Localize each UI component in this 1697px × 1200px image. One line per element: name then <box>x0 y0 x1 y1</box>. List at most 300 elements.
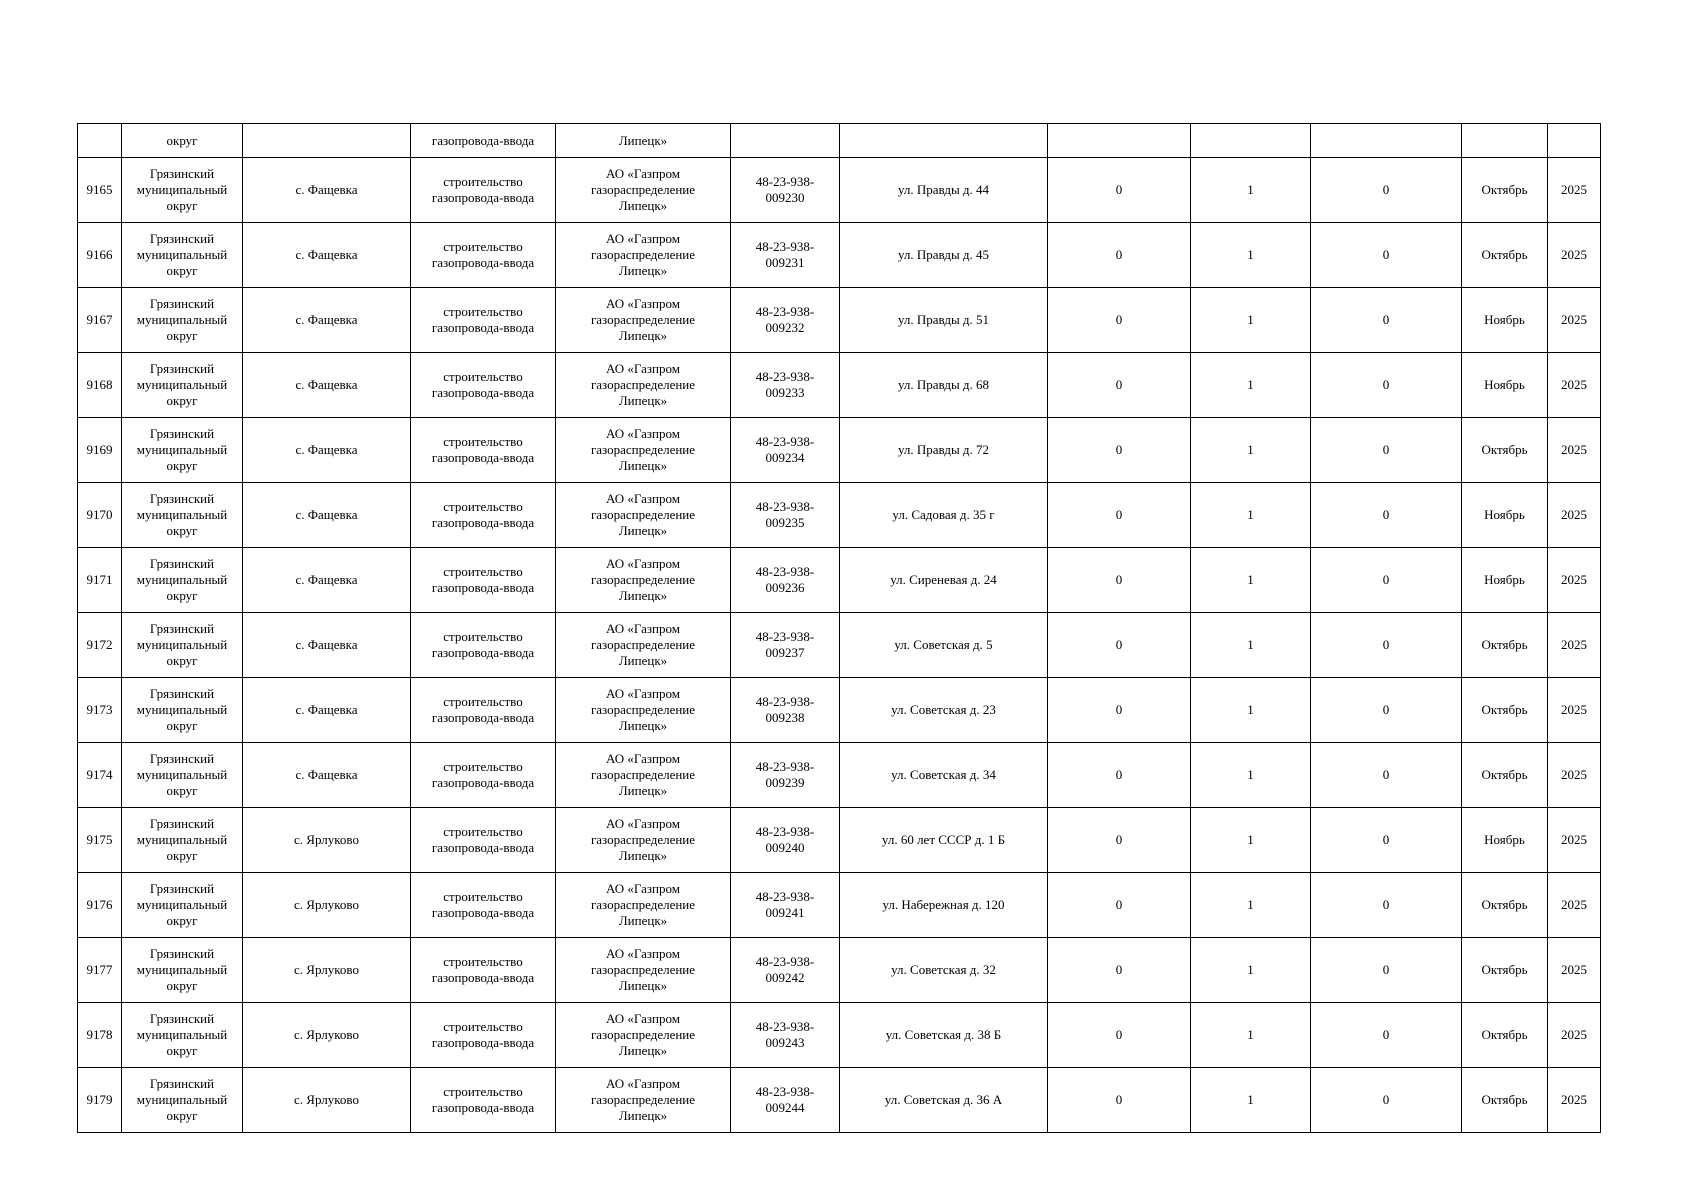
cell-year: 2025 <box>1548 743 1601 808</box>
table-row <box>78 418 1601 483</box>
cell-year: 2025 <box>1548 613 1601 678</box>
cell-code <box>731 288 840 353</box>
cell-district-line: округ <box>166 913 198 928</box>
cell-org-line: Липецк» <box>618 913 668 928</box>
cell-code-line: 009231 <box>765 255 805 270</box>
cell-work: газопровода-ввода <box>411 124 556 158</box>
cell-address: ул. Правды д. 44 <box>840 158 1048 223</box>
cell-address: ул. Советская д. 34 <box>840 743 1048 808</box>
cell-org-line: АО «Газпром <box>606 751 680 766</box>
cell-org-line: Липецк» <box>618 783 668 798</box>
cell-work-line: газопровода-ввода <box>431 1035 535 1050</box>
cell-work-line: строительство <box>443 824 523 839</box>
cell-district-line: округ <box>166 783 198 798</box>
cell-district <box>122 808 243 873</box>
cell-count-3: 0 <box>1311 548 1462 613</box>
cell-count-1: 0 <box>1048 353 1191 418</box>
cell-month: Октябрь <box>1462 873 1548 938</box>
cell-org-line: газораспределение <box>590 897 696 912</box>
cell-district-line: муниципальный <box>136 572 228 587</box>
cell-district <box>122 873 243 938</box>
cell-work <box>411 548 556 613</box>
cell-month: Октябрь <box>1462 1068 1548 1133</box>
cell-count-3: 0 <box>1311 483 1462 548</box>
cell-work-line: строительство <box>443 174 523 189</box>
cell-code-line: 009235 <box>765 515 805 530</box>
cell-code-line: 009236 <box>765 580 805 595</box>
cell-num: 9178 <box>78 1003 122 1068</box>
cell-org <box>556 743 731 808</box>
cell-district-line: муниципальный <box>136 897 228 912</box>
cell-num: 9173 <box>78 678 122 743</box>
cell-work <box>411 223 556 288</box>
cell-count-1: 0 <box>1048 483 1191 548</box>
cell-work-line: строительство <box>443 564 523 579</box>
cell-code-line: 48-23-938- <box>755 824 815 839</box>
cell-count-1: 0 <box>1048 158 1191 223</box>
cell-month: Октябрь <box>1462 223 1548 288</box>
cell-org-line: Липецк» <box>618 978 668 993</box>
cell-work-line: газопровода-ввода <box>431 515 535 530</box>
cell-org-line: Липецк» <box>618 263 668 278</box>
cell-org-line: Липецк» <box>618 653 668 668</box>
cell-org: Липецк» <box>556 124 731 158</box>
cell-code-line: 48-23-938- <box>755 759 815 774</box>
cell-org <box>556 158 731 223</box>
cell-settlement: с. Фащевка <box>243 288 411 353</box>
cell-district <box>122 418 243 483</box>
cell-district-line: Грязинский <box>149 166 215 181</box>
cell-district-line: округ <box>166 1108 198 1123</box>
table-row <box>78 353 1601 418</box>
cell-count-1: 0 <box>1048 548 1191 613</box>
cell-district-line: муниципальный <box>136 1027 228 1042</box>
cell-org <box>556 613 731 678</box>
cell-work <box>411 288 556 353</box>
cell-count-3: 0 <box>1311 613 1462 678</box>
cell-work-line: строительство <box>443 954 523 969</box>
cell-org-line: АО «Газпром <box>606 361 680 376</box>
cell-org-line: газораспределение <box>590 247 696 262</box>
cell-district <box>122 938 243 1003</box>
cell-org <box>556 548 731 613</box>
cell-org-line: газораспределение <box>590 832 696 847</box>
cell-code <box>731 1068 840 1133</box>
cell-count-2: 1 <box>1191 613 1311 678</box>
cell-district-line: муниципальный <box>136 182 228 197</box>
cell-settlement: с. Фащевка <box>243 613 411 678</box>
cell-district <box>122 223 243 288</box>
cell-district-line: округ <box>166 978 198 993</box>
cell-month: Октябрь <box>1462 418 1548 483</box>
cell-org-line: Липецк» <box>618 718 668 733</box>
cell-num: 9166 <box>78 223 122 288</box>
cell-org-line: АО «Газпром <box>606 231 680 246</box>
cell-org <box>556 873 731 938</box>
cell-address: ул. Правды д. 51 <box>840 288 1048 353</box>
cell-year: 2025 <box>1548 873 1601 938</box>
cell-district-line: Грязинский <box>149 426 215 441</box>
cell-district <box>122 158 243 223</box>
cell-settlement <box>243 124 411 158</box>
cell-year: 2025 <box>1548 223 1601 288</box>
table-row <box>78 873 1601 938</box>
cell-code <box>731 223 840 288</box>
cell-num: 9172 <box>78 613 122 678</box>
cell-org-line: Липецк» <box>618 588 668 603</box>
cell-org-line: газораспределение <box>590 767 696 782</box>
cell-work <box>411 938 556 1003</box>
cell-settlement: с. Фащевка <box>243 158 411 223</box>
cell-settlement: с. Ярлуково <box>243 873 411 938</box>
cell-org-line: газораспределение <box>590 962 696 977</box>
cell-district: округ <box>122 124 243 158</box>
cell-district-line: Грязинский <box>149 361 215 376</box>
cell-org-line: Липецк» <box>618 523 668 538</box>
cell-settlement: с. Ярлуково <box>243 1068 411 1133</box>
cell-month: Октябрь <box>1462 678 1548 743</box>
cell-district <box>122 678 243 743</box>
cell-address: ул. Советская д. 5 <box>840 613 1048 678</box>
cell-org-line: газораспределение <box>590 507 696 522</box>
cell-month: Ноябрь <box>1462 288 1548 353</box>
cell-code-line: 009242 <box>765 970 805 985</box>
cell-code-line: 48-23-938- <box>755 629 815 644</box>
cell-work-line: строительство <box>443 889 523 904</box>
cell-org-line: АО «Газпром <box>606 816 680 831</box>
cell-work-line: строительство <box>443 1019 523 1034</box>
cell-org-line: АО «Газпром <box>606 686 680 701</box>
cell-month: Октябрь <box>1462 938 1548 1003</box>
cell-work-line: строительство <box>443 759 523 774</box>
cell-code-line: 009237 <box>765 645 805 660</box>
cell-org-line: АО «Газпром <box>606 556 680 571</box>
cell-count-2: 1 <box>1191 938 1311 1003</box>
cell-code <box>731 124 840 158</box>
cell-district <box>122 613 243 678</box>
cell-district-line: Грязинский <box>149 1076 215 1091</box>
cell-year: 2025 <box>1548 548 1601 613</box>
cell-count-1: 0 <box>1048 938 1191 1003</box>
cell-work-line: газопровода-ввода <box>431 255 535 270</box>
cell-code-line: 009243 <box>765 1035 805 1050</box>
cell-district-line: муниципальный <box>136 962 228 977</box>
cell-org-line: газораспределение <box>590 572 696 587</box>
cell-num: 9170 <box>78 483 122 548</box>
cell-settlement: с. Фащевка <box>243 223 411 288</box>
table-row <box>78 158 1601 223</box>
cell-num: 9171 <box>78 548 122 613</box>
cell-org-line: газораспределение <box>590 637 696 652</box>
cell-district-line: Грязинский <box>149 231 215 246</box>
cell-district-line: муниципальный <box>136 1092 228 1107</box>
cell-settlement: с. Фащевка <box>243 418 411 483</box>
cell-count-1: 0 <box>1048 743 1191 808</box>
cell-code-line: 009233 <box>765 385 805 400</box>
cell-work-line: газопровода-ввода <box>431 840 535 855</box>
cell-count-3: 0 <box>1311 938 1462 1003</box>
cell-month <box>1462 124 1548 158</box>
cell-org-line: газораспределение <box>590 312 696 327</box>
cell-district-line: Грязинский <box>149 946 215 961</box>
cell-district-line: округ <box>166 588 198 603</box>
cell-count-1: 0 <box>1048 873 1191 938</box>
cell-code-line: 009238 <box>765 710 805 725</box>
cell-code <box>731 353 840 418</box>
cell-org-line: АО «Газпром <box>606 1076 680 1091</box>
cell-district-line: Грязинский <box>149 881 215 896</box>
cell-org-line: Липецк» <box>618 1108 668 1123</box>
cell-work-line: строительство <box>443 629 523 644</box>
cell-num: 9165 <box>78 158 122 223</box>
cell-code-line: 48-23-938- <box>755 564 815 579</box>
cell-year: 2025 <box>1548 938 1601 1003</box>
table-row <box>78 548 1601 613</box>
cell-num: 9167 <box>78 288 122 353</box>
cell-code <box>731 483 840 548</box>
cell-district-line: Грязинский <box>149 556 215 571</box>
cell-count-1: 0 <box>1048 1003 1191 1068</box>
cell-count-2: 1 <box>1191 223 1311 288</box>
cell-count-3: 0 <box>1311 223 1462 288</box>
cell-count-1: 0 <box>1048 808 1191 873</box>
cell-count-2 <box>1191 124 1311 158</box>
cell-district-line: Грязинский <box>149 751 215 766</box>
cell-address: ул. Сиреневая д. 24 <box>840 548 1048 613</box>
cell-work-line: строительство <box>443 694 523 709</box>
cell-count-3: 0 <box>1311 158 1462 223</box>
table-row <box>78 1068 1601 1133</box>
cell-org-line: АО «Газпром <box>606 621 680 636</box>
cell-work <box>411 353 556 418</box>
cell-district <box>122 548 243 613</box>
cell-district-line: Грязинский <box>149 816 215 831</box>
cell-month: Октябрь <box>1462 743 1548 808</box>
cell-org-line: газораспределение <box>590 1092 696 1107</box>
cell-count-1: 0 <box>1048 223 1191 288</box>
cell-month: Октябрь <box>1462 613 1548 678</box>
cell-month: Октябрь <box>1462 1003 1548 1068</box>
cell-settlement: с. Фащевка <box>243 548 411 613</box>
cell-code <box>731 158 840 223</box>
cell-code <box>731 1003 840 1068</box>
cell-district-line: муниципальный <box>136 312 228 327</box>
cell-count-3: 0 <box>1311 418 1462 483</box>
cell-district-line: муниципальный <box>136 767 228 782</box>
cell-settlement: с. Фащевка <box>243 353 411 418</box>
cell-year: 2025 <box>1548 1068 1601 1133</box>
cell-org <box>556 1003 731 1068</box>
cell-count-3: 0 <box>1311 1003 1462 1068</box>
cell-code-line: 48-23-938- <box>755 304 815 319</box>
cell-work <box>411 613 556 678</box>
cell-district <box>122 1068 243 1133</box>
cell-org-line: АО «Газпром <box>606 1011 680 1026</box>
cell-org <box>556 808 731 873</box>
cell-district-line: муниципальный <box>136 247 228 262</box>
cell-count-3: 0 <box>1311 808 1462 873</box>
table-row <box>78 938 1601 1003</box>
cell-org-line: газораспределение <box>590 182 696 197</box>
cell-code-line: 48-23-938- <box>755 954 815 969</box>
cell-num: 9175 <box>78 808 122 873</box>
cell-num <box>78 124 122 158</box>
table-row <box>78 743 1601 808</box>
cell-org-line: газораспределение <box>590 1027 696 1042</box>
cell-work-line: газопровода-ввода <box>431 905 535 920</box>
cell-work-line: газопровода-ввода <box>431 1100 535 1115</box>
cell-code-line: 009244 <box>765 1100 805 1115</box>
cell-district-line: округ <box>166 458 198 473</box>
cell-count-2: 1 <box>1191 288 1311 353</box>
cell-org <box>556 353 731 418</box>
cell-district-line: округ <box>166 848 198 863</box>
cell-district-line: округ <box>166 653 198 668</box>
cell-district-line: муниципальный <box>136 507 228 522</box>
cell-count-1: 0 <box>1048 288 1191 353</box>
cell-address: ул. 60 лет СССР д. 1 Б <box>840 808 1048 873</box>
cell-code <box>731 613 840 678</box>
table-row <box>78 1003 1601 1068</box>
gasification-table <box>77 123 1601 1133</box>
cell-org-line: Липецк» <box>618 393 668 408</box>
cell-work-line: строительство <box>443 369 523 384</box>
cell-settlement: с. Ярлуково <box>243 1003 411 1068</box>
cell-year: 2025 <box>1548 418 1601 483</box>
cell-org-line: Липецк» <box>618 1043 668 1058</box>
cell-code-line: 48-23-938- <box>755 1019 815 1034</box>
cell-work <box>411 1003 556 1068</box>
cell-num: 9174 <box>78 743 122 808</box>
cell-count-2: 1 <box>1191 353 1311 418</box>
cell-count-2: 1 <box>1191 158 1311 223</box>
cell-address: ул. Советская д. 36 А <box>840 1068 1048 1133</box>
cell-org <box>556 1068 731 1133</box>
cell-work-line: газопровода-ввода <box>431 320 535 335</box>
cell-work-line: строительство <box>443 239 523 254</box>
cell-count-3: 0 <box>1311 288 1462 353</box>
table-row <box>78 483 1601 548</box>
cell-year: 2025 <box>1548 1003 1601 1068</box>
cell-code <box>731 678 840 743</box>
cell-code-line: 48-23-938- <box>755 1084 815 1099</box>
cell-count-2: 1 <box>1191 743 1311 808</box>
cell-org-line: газораспределение <box>590 377 696 392</box>
cell-month: Ноябрь <box>1462 483 1548 548</box>
cell-count-2: 1 <box>1191 678 1311 743</box>
cell-district-line: округ <box>166 718 198 733</box>
cell-work <box>411 678 556 743</box>
cell-org-line: АО «Газпром <box>606 946 680 961</box>
cell-work-line: газопровода-ввода <box>431 645 535 660</box>
cell-code-line: 48-23-938- <box>755 369 815 384</box>
cell-work-line: газопровода-ввода <box>431 385 535 400</box>
cell-code <box>731 548 840 613</box>
cell-count-3: 0 <box>1311 1068 1462 1133</box>
cell-org <box>556 938 731 1003</box>
cell-work-line: газопровода-ввода <box>431 775 535 790</box>
cell-month: Ноябрь <box>1462 353 1548 418</box>
cell-settlement: с. Фащевка <box>243 483 411 548</box>
cell-code-line: 009234 <box>765 450 805 465</box>
cell-count-2: 1 <box>1191 808 1311 873</box>
cell-count-2: 1 <box>1191 548 1311 613</box>
table-row <box>78 223 1601 288</box>
cell-org-line: Липецк» <box>618 328 668 343</box>
cell-year: 2025 <box>1548 288 1601 353</box>
cell-org-line: АО «Газпром <box>606 881 680 896</box>
cell-org-line: Липецк» <box>618 198 668 213</box>
cell-org-line: Липецк» <box>618 848 668 863</box>
cell-org-line: АО «Газпром <box>606 426 680 441</box>
cell-code-line: 48-23-938- <box>755 889 815 904</box>
cell-code-line: 48-23-938- <box>755 694 815 709</box>
cell-work-line: строительство <box>443 434 523 449</box>
cell-org-line: АО «Газпром <box>606 296 680 311</box>
cell-address: ул. Правды д. 68 <box>840 353 1048 418</box>
cell-work-line: газопровода-ввода <box>431 710 535 725</box>
cell-district-line: Грязинский <box>149 1011 215 1026</box>
cell-code <box>731 873 840 938</box>
cell-year: 2025 <box>1548 808 1601 873</box>
cell-year <box>1548 124 1601 158</box>
cell-code <box>731 808 840 873</box>
cell-district <box>122 483 243 548</box>
cell-code-line: 48-23-938- <box>755 239 815 254</box>
cell-year: 2025 <box>1548 678 1601 743</box>
cell-org-line: Липецк» <box>618 458 668 473</box>
cell-count-3 <box>1311 124 1462 158</box>
continuation-row <box>78 124 1601 158</box>
cell-district-line: Грязинский <box>149 491 215 506</box>
cell-work-line: строительство <box>443 499 523 514</box>
cell-count-2: 1 <box>1191 483 1311 548</box>
cell-district-line: муниципальный <box>136 702 228 717</box>
cell-district-line: округ <box>166 328 198 343</box>
cell-count-3: 0 <box>1311 678 1462 743</box>
cell-district <box>122 743 243 808</box>
cell-address: ул. Советская д. 38 Б <box>840 1003 1048 1068</box>
cell-count-3: 0 <box>1311 743 1462 808</box>
cell-code-line: 009230 <box>765 190 805 205</box>
cell-work <box>411 483 556 548</box>
cell-settlement: с. Фащевка <box>243 743 411 808</box>
cell-address: ул. Набережная д. 120 <box>840 873 1048 938</box>
cell-code <box>731 743 840 808</box>
cell-count-2: 1 <box>1191 418 1311 483</box>
cell-district-line: муниципальный <box>136 442 228 457</box>
cell-count-1: 0 <box>1048 418 1191 483</box>
cell-year: 2025 <box>1548 483 1601 548</box>
cell-num: 9168 <box>78 353 122 418</box>
cell-org-line: АО «Газпром <box>606 166 680 181</box>
cell-district-line: Грязинский <box>149 621 215 636</box>
cell-num: 9169 <box>78 418 122 483</box>
cell-district <box>122 288 243 353</box>
table-row <box>78 808 1601 873</box>
cell-org-line: АО «Газпром <box>606 491 680 506</box>
cell-work <box>411 1068 556 1133</box>
cell-count-3: 0 <box>1311 873 1462 938</box>
cell-district-line: Грязинский <box>149 296 215 311</box>
cell-work <box>411 743 556 808</box>
cell-count-2: 1 <box>1191 1068 1311 1133</box>
cell-work <box>411 808 556 873</box>
cell-district-line: округ <box>166 393 198 408</box>
cell-count-1: 0 <box>1048 613 1191 678</box>
cell-address: ул. Правды д. 72 <box>840 418 1048 483</box>
table-row <box>78 613 1601 678</box>
